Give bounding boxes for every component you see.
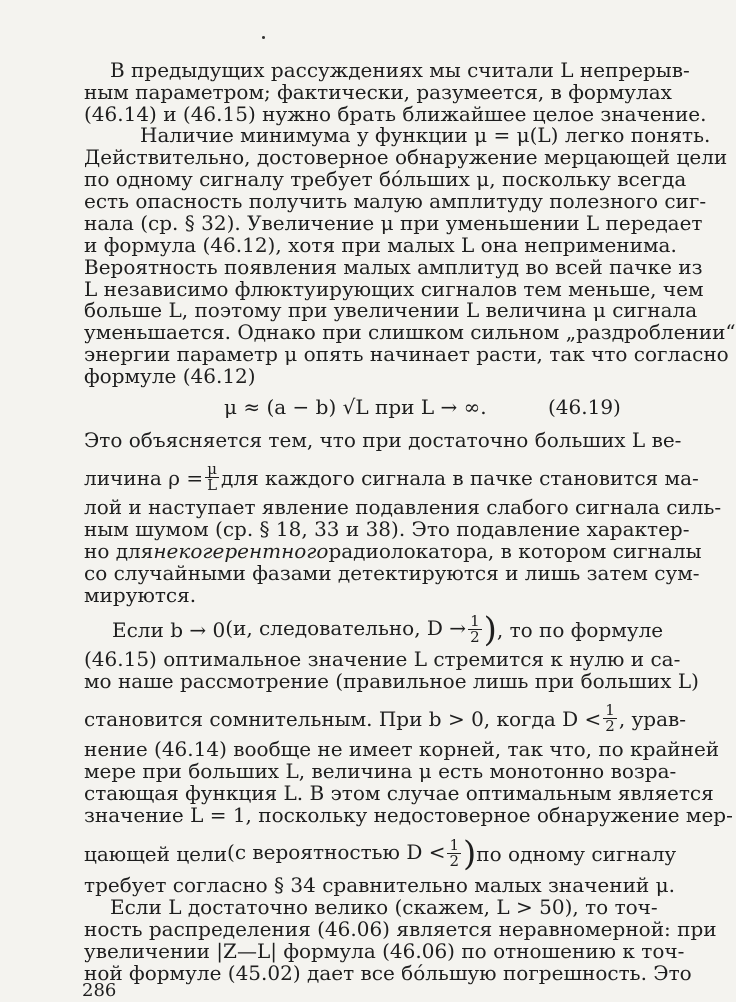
paren-text: (с вероятностью D < xyxy=(227,840,446,864)
fraction-numerator: 1 xyxy=(470,612,480,630)
print-mark xyxy=(262,36,265,39)
line-text: по одному сигналу xyxy=(476,841,677,866)
paragraph-2-line-1: Наличие минимума у функции μ = μ(L) легко понять. xyxy=(140,123,711,147)
fraction-denominator: 2 xyxy=(449,852,460,870)
paren-close: ) xyxy=(483,610,497,650)
paragraph-4-line-2: (46.15) оптимальное значение L стремится к нулю и са- xyxy=(84,647,681,671)
page-number: 286 xyxy=(82,980,117,1001)
paragraph-2-line-12: формуле (46.12) xyxy=(84,364,256,388)
line-text: цающей цели xyxy=(84,841,228,866)
paragraph-2-line-2: Действительно, достоверное обнаружение мерцающей цели xyxy=(84,145,728,169)
paragraph-3-line-6: со случайными фазами детектируются и лишь затем сум- xyxy=(84,561,700,585)
paragraph-3-line-7: мируются. xyxy=(84,583,197,607)
paragraph-2-line-8: L независимо флюктуирующих сигналов тем меньше, чем xyxy=(84,277,704,301)
paragraph-2-line-3: по одному сигналу требует бóльших μ, поскольку всегда xyxy=(84,167,687,191)
paragraph-2-line-7: Вероятность появления малых амплитуд во всей пачке из xyxy=(84,255,703,279)
equation-46-19: μ ≈ (a − b) √L при L → ∞. xyxy=(224,395,487,419)
fraction-denominator: 2 xyxy=(605,717,615,735)
paragraph-5-line-3: увеличении |Z—L| формула (46.06) по отношению к точ- xyxy=(84,939,685,963)
paragraph-4-line-3: мо наше рассмотрение (правильное лишь при больших L) xyxy=(84,669,699,693)
italic-term: некогерентного xyxy=(153,539,329,563)
equation-number: (46.19) xyxy=(548,395,621,419)
paragraph-3-line-3: лой и наступает явление подавления слабого сигнала силь- xyxy=(84,495,722,519)
paragraph-4-line-8: значение L = 1, поскольку недостоверное обнаружение мер- xyxy=(84,803,733,827)
paragraph-3-line-4: ным шумом (ср. § 18, 33 и 38). Это подавление характер- xyxy=(84,517,690,541)
paragraph-5-line-2: ность распределения (46.06) является неравномерной: при xyxy=(84,917,717,941)
paren-text: (и, следовательно, D → xyxy=(225,616,467,640)
paragraph-2-line-10: уменьшается. Однако при слишком сильном „раздроблении“ xyxy=(84,320,736,344)
paragraph-5-line-1: Если L достаточно велико (скажем, L > 50), то точ- xyxy=(110,895,658,919)
line-text: , то по формуле xyxy=(496,617,664,642)
paragraph-2-line-11: энергии параметр μ опять начинает расти, так что согласно xyxy=(84,342,729,366)
line-text: Если b → 0 xyxy=(112,617,226,642)
paragraph-5-line-4: ной формуле (45.02) дает все бóльшую погрешность. Это xyxy=(84,961,692,985)
line-text: , урав- xyxy=(618,706,687,731)
fraction-denominator: L xyxy=(207,476,218,494)
fraction-one-half xyxy=(603,703,617,734)
fraction-denominator: 2 xyxy=(470,628,480,646)
paragraph-3-line-1: Это объясняется тем, что при достаточно больших L ве- xyxy=(84,428,682,452)
line-text: но для xyxy=(84,539,154,563)
paragraph-2-line-9: больше L, поэтому при увеличении L величина μ сигнала xyxy=(84,298,698,322)
fraction-numerator: 1 xyxy=(605,701,615,719)
line-text: для каждого сигнала в пачке становится ма- xyxy=(221,465,699,490)
paragraph-4-line-10: требует согласно § 34 сравнительно малых значений μ. xyxy=(84,873,675,897)
paragraph-4-line-9 xyxy=(84,834,677,874)
fraction-numerator: μ xyxy=(207,460,217,478)
fraction-one-half xyxy=(468,614,482,645)
paragraph-2-line-4: есть опасность получить малую амплитуду полезного сиг- xyxy=(84,189,707,213)
line-text: личина ρ = xyxy=(84,465,204,490)
paragraph-4-line-6: мере при больших L, величина μ есть монотонно возра- xyxy=(84,759,677,783)
paragraph-4-line-7: стающая функция L. В этом случае оптимальным является xyxy=(84,781,714,805)
fraction-one-half xyxy=(447,838,461,869)
paragraph-2-line-5: нала (ср. § 32). Увеличение μ при уменьшении L передает xyxy=(84,211,703,235)
paragraph-4-line-4 xyxy=(84,701,687,735)
line-text: становится сомнительным. При b > 0, когда D < xyxy=(84,706,602,731)
parenthetical xyxy=(227,834,477,874)
paragraph-3-line-2 xyxy=(84,460,699,494)
paragraph-3-line-5 xyxy=(84,539,702,563)
paragraph-2-line-6: и формула (46.12), хотя при малых L она неприменима. xyxy=(84,233,677,257)
paren-close: ) xyxy=(463,834,477,874)
fraction-rho xyxy=(205,462,219,493)
paragraph-1-line-3: (46.14) и (46.15) нужно брать ближайшее целое значение. xyxy=(84,102,707,126)
paragraph-4-line-5: нение (46.14) вообще не имеет корней, так что, по крайней xyxy=(84,737,720,761)
line-text: радиолокатора, в котором сигналы xyxy=(328,539,702,563)
paragraph-4-line-1 xyxy=(112,610,664,650)
paragraph-1-line-2: ным параметром; фактически, разумеется, в формулах xyxy=(84,80,672,104)
fraction-numerator: 1 xyxy=(449,836,460,854)
parenthetical xyxy=(225,610,497,650)
paragraph-1-line-1: В предыдущих рассуждениях мы считали L непрерыв- xyxy=(110,58,690,82)
